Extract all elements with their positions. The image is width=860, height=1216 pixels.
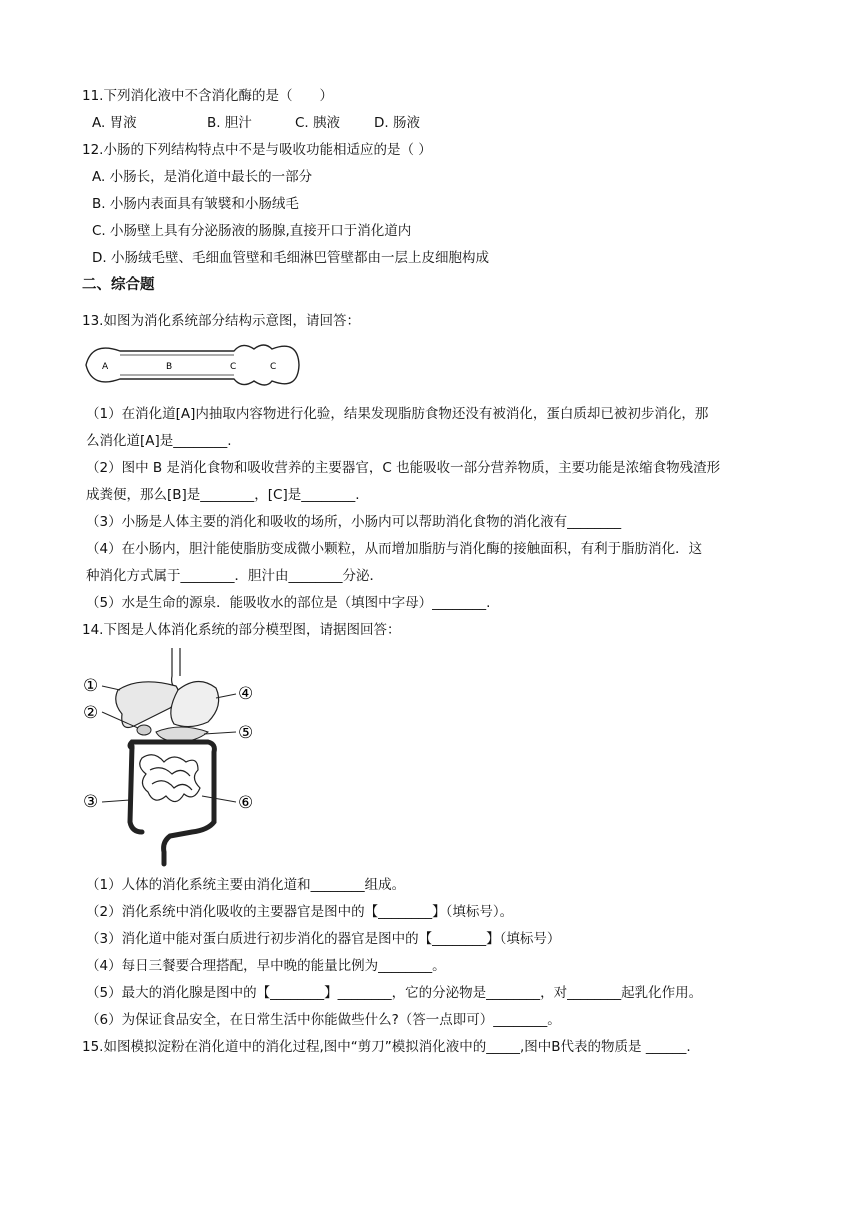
- leader-6: [202, 796, 236, 802]
- small-intestine: [140, 755, 200, 802]
- ascending-colon: [130, 746, 142, 832]
- q12-stem: 12.小肠的下列结构特点中不是与吸收功能相适应的是（ ）: [82, 142, 432, 158]
- q14-line-1: （1）人体的消化系统主要由消化道和________组成。: [86, 877, 406, 893]
- q11-option-c: C. 胰液: [295, 115, 341, 131]
- large-intestine: [130, 742, 214, 864]
- leader-5: [204, 732, 236, 734]
- q15-stem: 15.如图模拟淀粉在消化道中的消化过程,图中“剪刀”模拟消化液中的_____,图中B代表的物质是 ______.: [82, 1039, 691, 1055]
- label-4: ④: [238, 684, 254, 704]
- diagram-label-c2: C: [270, 362, 277, 372]
- stomach-shape: [171, 681, 219, 726]
- q11-options: [92, 113, 420, 133]
- q13-line-4: 成粪便，那么[B]是________，[C]是________.: [86, 487, 360, 503]
- q14-line-5: （5）最大的消化腺是图中的【________】________，它的分泌物是________，对________起乳化作用。: [86, 985, 703, 1001]
- gallbladder-shape: [137, 725, 151, 735]
- q11-option-b: B. 胆汁: [207, 115, 252, 131]
- diagram-label-c1: C: [230, 362, 237, 372]
- q12-option-b: B. 小肠内表面具有皱襞和小肠绒毛: [92, 196, 299, 212]
- leader-4: [216, 694, 236, 698]
- q14-line-3: （3）消化道中能对蛋白质进行初步消化的器官是图中的【________】（填标号）: [86, 931, 561, 947]
- q11-stem: 11.下列消化液中不含消化酶的是（ ）: [82, 88, 333, 104]
- q13-line-1: （1）在消化道[A]内抽取内容物进行化验，结果发现脂肪食物还没有被消化，蛋白质却已被初步消化，那: [86, 406, 709, 422]
- label-2: ②: [83, 703, 99, 723]
- q12-option-d: D. 小肠绒毛壁、毛细血管壁和毛细淋巴管壁都由一层上皮细胞构成: [92, 250, 489, 266]
- section-heading: 二、综合题: [82, 277, 155, 293]
- q12-option-a: A. 小肠长，是消化道中最长的一部分: [92, 169, 313, 185]
- liver-shape: [116, 682, 179, 728]
- label-3: ③: [83, 792, 99, 812]
- label-1: ①: [83, 676, 99, 696]
- q14-digestive-system-diagram: [80, 646, 270, 868]
- q14-line-2: （2）消化系统中消化吸收的主要器官是图中的【________】（填标号）。: [86, 904, 514, 920]
- q13-line-7: 种消化方式属于________．胆汁由________分泌．: [86, 568, 383, 584]
- leader-1: [102, 686, 120, 690]
- leader-3: [102, 800, 130, 802]
- q13-line-5: （3）小肠是人体主要的消化和吸收的场所，小肠内可以帮助消化食物的消化液有________: [86, 514, 622, 530]
- q14-line-6: （6）为保证食品安全，在日常生活中你能做些什么?（答一点即可）________。: [86, 1012, 561, 1028]
- q13-line-2: 么消化道[A]是________.: [86, 433, 232, 449]
- q13-stem: 13.如图为消化系统部分结构示意图，请回答：: [82, 313, 360, 329]
- q12-option-c: C. 小肠壁上具有分泌肠液的肠腺,直接开口于消化道内: [92, 223, 412, 239]
- q11-option-a: A. 胃液: [92, 115, 137, 131]
- q11-option-d: D. 肠液: [374, 115, 420, 131]
- q13-line-8: （5）水是生命的源泉．能吸收水的部位是（填图中字母）________.: [86, 595, 491, 611]
- q14-stem: 14.下图是人体消化系统的部分模型图，请据图回答：: [82, 622, 401, 638]
- diagram-label-b: B: [166, 362, 173, 372]
- q14-line-4: （4）每日三餐要合理搭配，早中晚的能量比例为________。: [86, 958, 446, 974]
- q13-line-3: （2）图中 B 是消化食物和吸收营养的主要器官，C 也能吸收一部分营养物质，主要功能是浓缩食物残渣形: [86, 460, 721, 476]
- esophagus: [172, 648, 180, 690]
- tract-outline: [86, 345, 299, 385]
- tract-inner-lines: [120, 355, 237, 375]
- label-5: ⑤: [238, 723, 254, 743]
- label-6: ⑥: [238, 793, 254, 813]
- diagram-label-a: A: [102, 362, 109, 372]
- q13-line-6: （4）在小肠内，胆汁能使脂肪变成微小颗粒，从而增加脂肪与消化酶的接触面积，有利于脂肪消化．这: [86, 541, 703, 557]
- q13-digestive-tract-diagram: [84, 343, 302, 387]
